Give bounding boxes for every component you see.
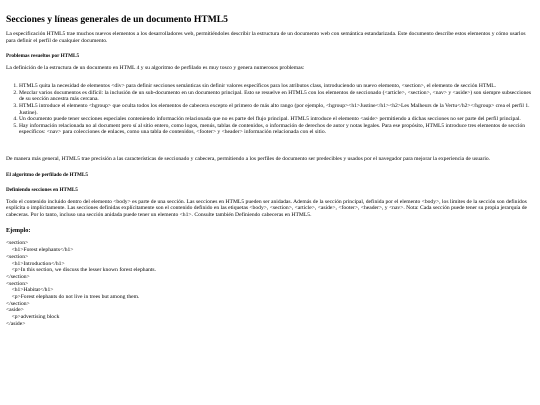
list-item: 1. HTML5 quita la necesidad de elementos <div> para definir secciones semánticas sin definir valores específicos para los atributos class, introduciendo un nuevo elemento, <section>, el elemento de sección HTML. <box>19 83 534 90</box>
problems-list <box>6 83 534 136</box>
defining-sections-paragraph: Todo el contenido incluido dentro del elemento <body> es parte de una sección. Las secciones en HTML5 pueden ser anidadas. Además de la sección principal, definida por el elemento <body>, los límites de la sección son definidos explícita o implícitamente. Las secciones definidas explícitamente son el contenido definido en las etiquetas <body>, <section>, <article>, <aside>, <footer>, <header>, y <nav>. Nota: Cada sección puede tener su propia jerarquía de cabeceras. Por lo tanto, incluso una sección anidada puede tener un elemento <h1>. Consulte también Definiendo cabeceras en HTML5. <box>6 198 528 218</box>
code-line: </section> <box>6 300 30 307</box>
spacer <box>6 136 534 156</box>
code-line: </section> <box>6 273 30 280</box>
code-line: <p>In this section, we discuss the lesser known forest elephants. <box>6 267 157 274</box>
intro-paragraph: La especificación HTML5 trae muchos nuevos elementos a los desarrolladores web, permitiéndoles describir la estructura de un documento web con semántica estandarizada. Este documento describe estos elementos y cómo usarlos para definir el perfil de cualquier documento. <box>6 31 526 44</box>
code-line: <p>Forest elephants do not live in trees but among them. <box>6 294 140 301</box>
example-heading: Ejemplo: <box>6 227 31 235</box>
code-line: <h1>Habitat</h1> <box>6 287 54 294</box>
code-line: <section> <box>6 253 29 260</box>
code-line: <h1>Introduction</h1> <box>6 260 65 267</box>
code-line: <section> <box>6 280 29 287</box>
problems-heading: Problemas resueltos por HTML5 <box>6 53 80 60</box>
summary-paragraph: De manera más general, HTML5 trae precisión a las características de seccionado y cabecera, permitiendo a los perfiles de documento ser predecibles y usados por el navegador para mejorar la experiencia de usuario. <box>6 156 491 163</box>
code-line: </aside> <box>6 320 26 327</box>
defining-sections-heading: Definiendo secciones en HTML5 <box>6 187 78 194</box>
list-item: 4. Un documento puede tener secciones especiales conteniendo información relacionada que no es parte del flujo principal. HTML5 introduce el elemento <aside> permitiendo a dichas secciones no ser parte del perfil principal. <box>19 116 534 123</box>
algorithm-heading: El algoritmo de perfilado de HTML5 <box>6 171 88 178</box>
list-item: 5. Hay información relacionada no al document pero sí al sitio entero, como logos, menús, tablas de contenidos, o información de derechos de autor y notas legales. Para ese propósito, HTML5 introduce tres elementos de sección específicos: <nav> para colecciones de enlaces, como una tabla de contenidos, <footer> y <header> información relacionada con el sitio. <box>19 123 534 136</box>
code-line: <h1>Forest elephants</h1> <box>6 247 74 254</box>
code-line: <section> <box>6 240 29 247</box>
code-example <box>6 240 534 327</box>
list-item: 2. Mezclar varios documentos es difícil: la inclusión de un sub-documento en un documento principal. Esto se resuelve en HTML5 con los elementos de seccionado (<article>, <section>, <nav> y <aside>) son siempre subsecciones de su sección ancestra más cercana. <box>19 90 534 103</box>
code-line: <p>advertising block <box>6 314 60 321</box>
list-item: 3. HTML5 introduce el elemento <hgroup> que oculta todos los elementos de cabecera excepto el primero de más alto rango (por ejemplo, <hgroup><h1>Justine</h1><h2>Les Malheurs de la Vertu</h2></hgroup> crea el perfil 1. Justine). <box>19 103 534 116</box>
problems-intro: La definición de la estructura de un documento en HTML 4 y su algoritmo de perfilado es muy tosco y genera numerosos problemas: <box>6 64 305 71</box>
code-line: <aside> <box>6 307 24 314</box>
page-title: Secciones y líneas generales de un documento HTML5 <box>6 14 228 25</box>
